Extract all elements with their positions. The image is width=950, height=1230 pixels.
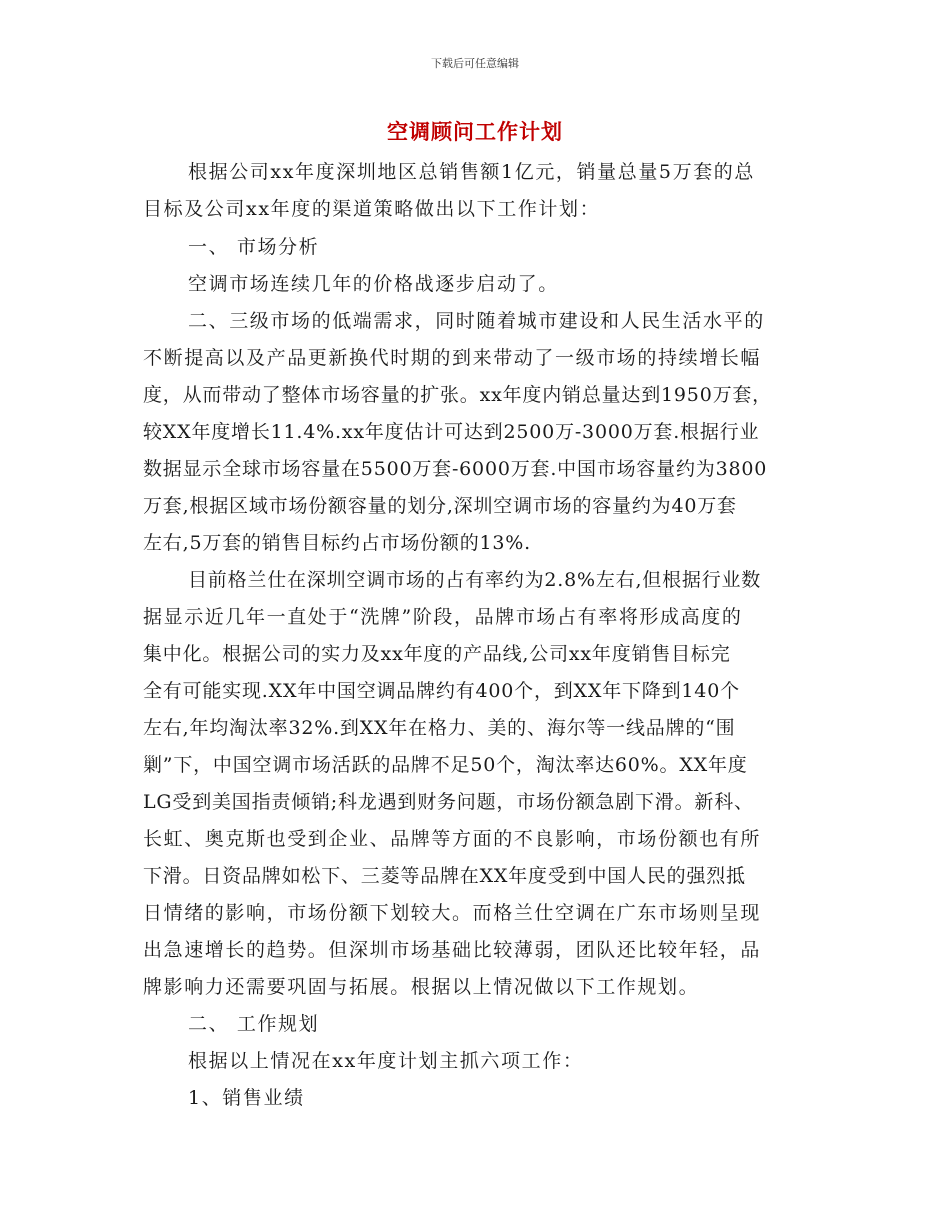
paragraph-line: 数据显示全球市场容量在5500万套-6000万套.中国市场容量约为3800 <box>143 458 768 480</box>
paragraph-line: 全有可能实现.XX年中国空调品牌约有400个，到XX年下降到140个 <box>143 680 740 702</box>
paragraph-line: 空调市场连续几年的价格战逐步启动了。 <box>188 273 559 295</box>
paragraph-line: 度，从而带动了整体市场容量的扩张。xx年度内销总量达到1950万套， <box>143 384 772 406</box>
paragraph-line: 左右,年均淘汰率32%.到XX年在格力、美的、海尔等一线品牌的“围 <box>143 717 736 739</box>
paragraph-line: 长虹、奥克斯也受到企业、品牌等方面的不良影响，市场份额也有所 <box>143 828 762 850</box>
paragraph-line: 据显示近几年一直处于“洗牌”阶段，品牌市场占有率将形成高度的 <box>143 606 743 628</box>
paragraph-line: 牌影响力还需要巩固与拓展。根据以上情况做以下工作规划。 <box>143 976 700 998</box>
page-header: 下载后可任意编辑 <box>431 57 519 70</box>
paragraph-line: 出急速增长的趋势。但深圳市场基础比较薄弱，团队还比较年轻，品 <box>143 939 762 961</box>
section-heading: 二、 工作规划 <box>188 1013 320 1035</box>
paragraph-line: 目前格兰仕在深圳空调市场的占有率约为2.8%左右,但根据行业数 <box>188 569 762 591</box>
paragraph-line: 下滑。日资品牌如松下、三菱等品牌在XX年度受到中国人民的强烈抵 <box>143 865 746 887</box>
paragraph-line: 日情绪的影响，市场份额下划较大。而格兰仕空调在广东市场则呈现 <box>143 902 762 924</box>
paragraph-line: 不断提高以及产品更新换代时期的到来带动了一级市场的持续增长幅 <box>143 347 762 369</box>
section-heading: 一、 市场分析 <box>188 236 320 258</box>
paragraph-line: 集中化。根据公司的实力及xx年度的产品线,公司xx年度销售目标完 <box>143 643 731 665</box>
paragraph-line: 根据以上情况在xx年度计划主抓六项工作： <box>188 1050 584 1072</box>
paragraph-line: 万套,根据区域市场份额容量的划分,深圳空调市场的容量约为40万套 <box>143 495 737 517</box>
paragraph-line: 根据公司xx年度深圳地区总销售额1亿元，销量总量5万套的总 <box>188 161 756 183</box>
paragraph-line: LG受到美国指责倾销;科龙遇到财务问题，市场份额急剧下滑。新科、 <box>143 791 754 813</box>
paragraph-line: 目标及公司xx年度的渠道策略做出以下工作计划： <box>143 198 601 220</box>
subsection-heading: 1、销售业绩 <box>188 1087 305 1109</box>
paragraph-line: 左右,5万套的销售目标约占市场份额的13%. <box>143 532 531 554</box>
paragraph-line: 二、三级市场的低端需求，同时随着城市建设和人民生活水平的 <box>188 310 765 332</box>
document-title: 空调顾问工作计划 <box>387 119 563 144</box>
paragraph-line: 剿”下，中国空调市场活跃的品牌不足50个，淘汰率达60%。XX年度 <box>143 754 748 776</box>
paragraph-line: 较XX年度增长11.4%.xx年度估计可达到2500万-3000万套.根据行业 <box>143 421 760 443</box>
